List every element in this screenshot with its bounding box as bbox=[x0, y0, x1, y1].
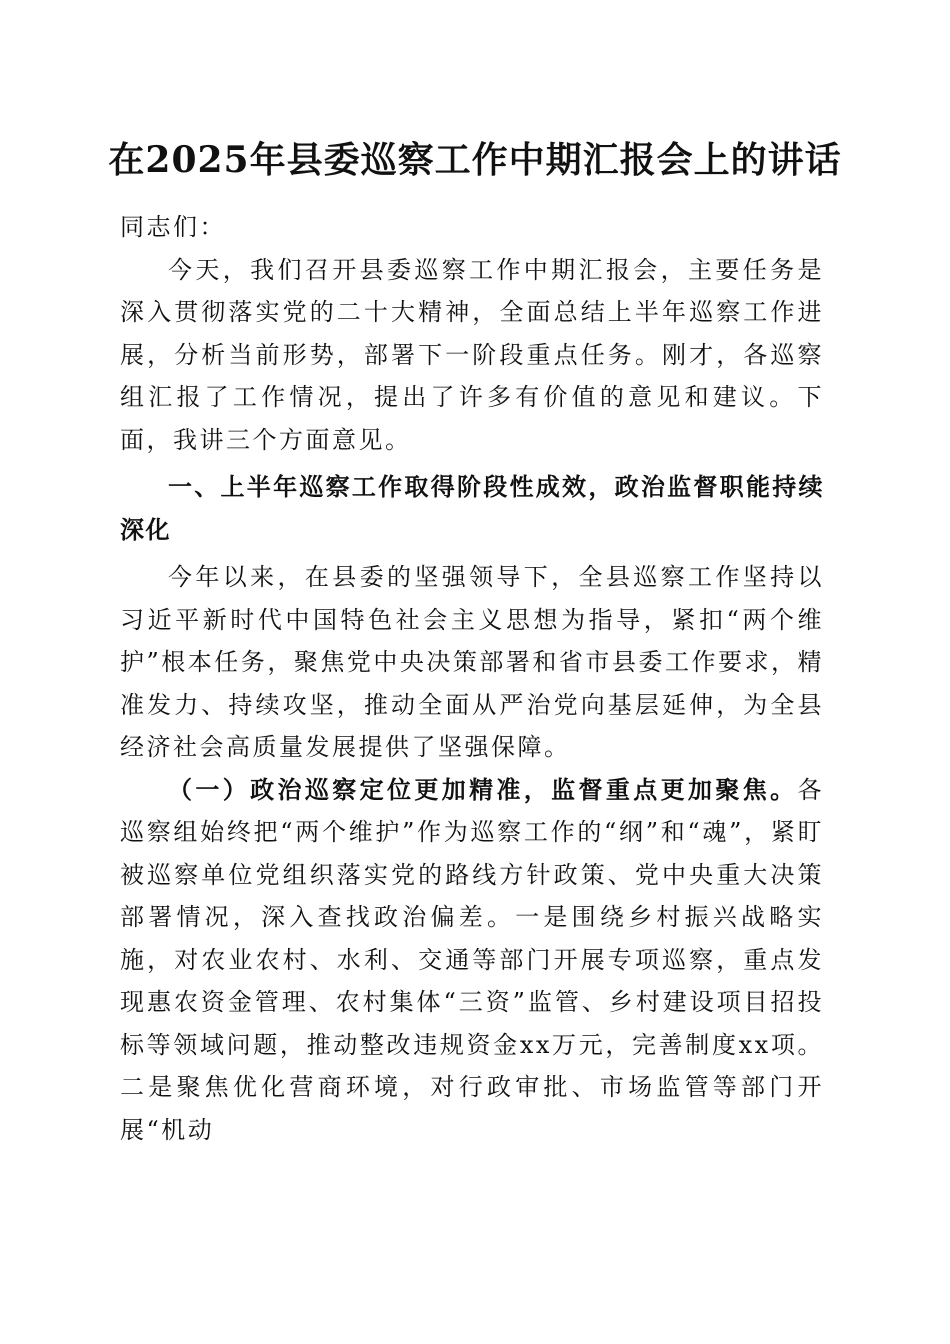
document-body bbox=[120, 206, 824, 1151]
document-title: 在2025年县委巡察工作中期汇报会上的讲话 bbox=[108, 139, 842, 181]
subsection-one-text: 各巡察组始终把“两个维护”作为巡察工作的“纲”和“魂”，紧盯被巡察单位党组织落实党的路线方针政策、党中央重大决策部署情况，深入查找政治偏差。一是围绕乡村振兴战略实施，对农业农村、水利、交通等部门开展专项巡察，重点发现惠农资金管理、农村集体“三资”监管、乡村建设项目招投标等领域问题，推动整改违规资金xx万元，完善制度xx项。二是聚焦优化营商环境，对行政审批、市场监管等部门开展“机动 bbox=[120, 775, 824, 1144]
subsection-one-paragraph bbox=[120, 769, 824, 1152]
section-heading-one: 一、上半年巡察工作取得阶段性成效，政治监督职能持续深化 bbox=[120, 473, 824, 544]
subsection-one-lead: （一）政治巡察定位更加精准，监督重点更加聚焦。 bbox=[168, 774, 798, 804]
intro-paragraph: 今天，我们召开县委巡察工作中期汇报会，主要任务是深入贯彻落实党的二十大精神，全面总结上半年巡察工作进展，分析当前形势，部署下一阶段重点任务。刚才，各巡察组汇报了工作情况，提出了许多有价值的意见和建议。下面，我讲三个方面意见。 bbox=[120, 255, 824, 454]
salutation: 同志们： bbox=[120, 213, 226, 241]
section-one-paragraph: 今年以来，在县委的坚强领导下，全县巡察工作坚持以习近平新时代中国特色社会主义思想为指导，紧扣“两个维护”根本任务，聚焦党中央决策部署和省市县委工作要求，精准发力、持续攻坚，推动全面从严治党向基层延伸，为全县经济社会高质量发展提供了坚强保障。 bbox=[120, 563, 824, 761]
